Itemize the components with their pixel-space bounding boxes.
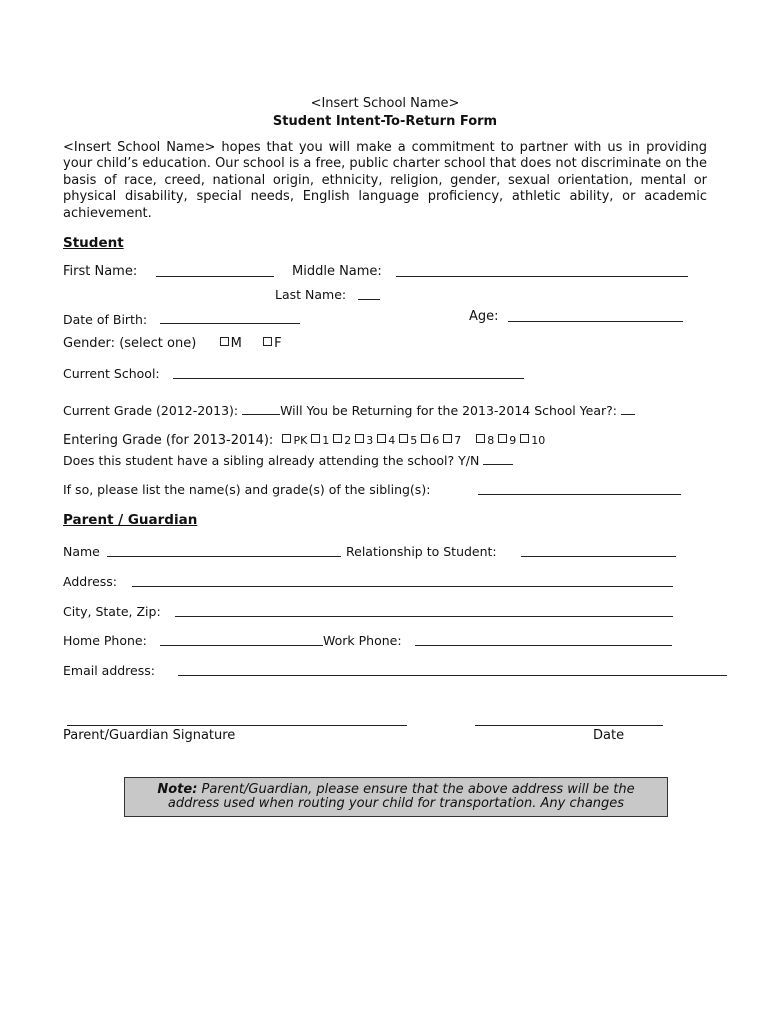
current-school-field[interactable] (173, 378, 524, 379)
grade-options (277, 434, 545, 447)
note-bold: Note: (157, 782, 198, 797)
grade-option-label: 9 (509, 434, 517, 447)
grade-option-10[interactable] (519, 434, 545, 447)
grade-option-label: 10 (531, 434, 546, 447)
date-label: Date (593, 728, 625, 743)
grade-checkbox[interactable] (282, 434, 291, 443)
student-heading: Student (63, 235, 124, 251)
home-phone-field[interactable] (160, 645, 323, 646)
grade-checkbox[interactable] (520, 434, 529, 443)
grade-checkbox[interactable] (443, 434, 452, 443)
grade-option-1[interactable] (310, 434, 329, 447)
grade-option-6[interactable] (420, 434, 439, 447)
grade-option-label: PK (293, 434, 308, 447)
form-title: Student Intent-To-Return Form (272, 114, 498, 129)
entering-grade-label: Entering Grade (for 2013-2014): (63, 433, 274, 448)
grade-checkbox[interactable] (399, 434, 408, 443)
returning-label: Will You be Returning for the 2013-2014 School Year?: (280, 403, 617, 418)
work-phone-label: Work Phone: (323, 633, 402, 648)
sibling-question: Does this student have a sibling already attending the school? Y/N (63, 453, 480, 468)
school-name-placeholder: <Insert School Name> (310, 96, 460, 111)
current-grade-field[interactable] (242, 403, 280, 415)
gender-f-checkbox[interactable] (263, 337, 272, 346)
grade-checkbox[interactable] (311, 434, 320, 443)
grade-option-2[interactable] (332, 434, 351, 447)
age-label: Age: (469, 309, 499, 324)
grade-option-8[interactable] (475, 434, 494, 447)
grade-option-label: 4 (388, 434, 396, 447)
dob-field[interactable] (160, 323, 300, 324)
age-field[interactable] (508, 321, 683, 322)
sibling-yn-field[interactable] (483, 453, 513, 465)
intro-paragraph: <Insert School Name> hopes that you will make a commitment to partner with us in providing your child’s education. Our school is a free, public charter school that does not discriminate on the basis of race, creed, national origin, ethnicity, religion, gender, sexual orientation, mental or physical disability, special needs, English language proficiency, athletic ability, or academic achievement. (63, 140, 707, 221)
grade-option-label: 3 (366, 434, 374, 447)
grade-option-9[interactable] (497, 434, 516, 447)
returning-field[interactable] (621, 403, 635, 415)
signature-line[interactable] (67, 725, 407, 726)
current-grade-row (63, 403, 635, 418)
first-name-label: First Name: (63, 264, 138, 279)
middle-name-field[interactable] (396, 276, 688, 277)
parent-name-field[interactable] (107, 556, 341, 557)
grade-checkbox[interactable] (355, 434, 364, 443)
gender-label: Gender: (select one) (63, 336, 197, 351)
grade-option-3[interactable] (354, 434, 373, 447)
grade-option-label: 7 (454, 434, 462, 447)
gender-row (63, 336, 282, 351)
city-state-zip-label: City, State, Zip: (63, 604, 161, 619)
grade-checkbox[interactable] (333, 434, 342, 443)
relationship-label: Relationship to Student: (346, 544, 497, 559)
last-name-field[interactable] (358, 299, 380, 300)
email-field[interactable] (178, 675, 727, 676)
grade-checkbox[interactable] (498, 434, 507, 443)
last-name-label: Last Name: (275, 287, 347, 302)
grade-option-label: 2 (344, 434, 352, 447)
address-field[interactable] (132, 586, 673, 587)
home-phone-label: Home Phone: (63, 633, 147, 648)
address-label: Address: (63, 574, 117, 589)
dob-label: Date of Birth: (63, 312, 148, 327)
city-state-zip-field[interactable] (175, 616, 673, 617)
current-grade-label: Current Grade (2012-2013): (63, 403, 243, 418)
sibling-list-field[interactable] (478, 494, 681, 495)
grade-option-7[interactable] (442, 434, 461, 447)
parent-heading: Parent / Guardian (63, 512, 198, 528)
grade-option-4[interactable] (376, 434, 395, 447)
middle-name-label: Middle Name: (292, 264, 382, 279)
work-phone-field[interactable] (415, 645, 672, 646)
gender-m-checkbox[interactable] (220, 337, 229, 346)
current-school-label: Current School: (63, 366, 160, 381)
grade-checkbox[interactable] (377, 434, 386, 443)
sibling-list-label: If so, please list the name(s) and grade(s) of the sibling(s): (63, 482, 431, 497)
sibling-question-row (63, 453, 513, 468)
grade-option-5[interactable] (398, 434, 417, 447)
grade-option-pk[interactable] (281, 434, 307, 447)
parent-name-label: Name (63, 544, 100, 559)
note-line2: address used when routing your child for transportation. Any changes (167, 795, 625, 811)
relationship-field[interactable] (521, 556, 676, 557)
grade-checkbox[interactable] (476, 434, 485, 443)
signature-label: Parent/Guardian Signature (63, 728, 236, 743)
grade-option-label: 6 (432, 434, 440, 447)
grade-option-label: 1 (322, 434, 330, 447)
note-box (124, 777, 668, 817)
grade-checkbox[interactable] (421, 434, 430, 443)
email-label: Email address: (63, 663, 155, 678)
grade-option-label: 8 (487, 434, 495, 447)
gender-m-label: M (230, 336, 242, 351)
gender-f-label: F (274, 336, 282, 351)
entering-grade-row (63, 433, 545, 448)
date-line[interactable] (475, 725, 663, 726)
grade-option-label: 5 (410, 434, 418, 447)
note-line1: Parent/Guardian, please ensure that the above address will be the (197, 782, 635, 797)
first-name-field[interactable] (156, 276, 274, 277)
